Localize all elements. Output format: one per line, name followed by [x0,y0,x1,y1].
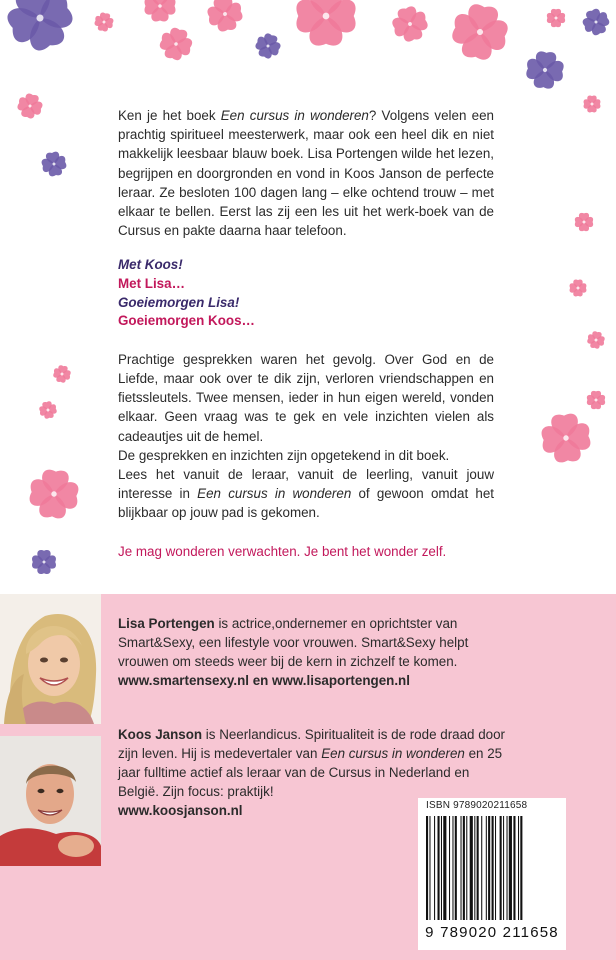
barcode-bar [470,816,473,920]
barcode-bar [486,816,487,920]
flower-shape [584,96,601,113]
body-paragraph-2: De gesprekken en inzichten zijn opgetekend in dit boek. [118,447,450,463]
barcode-bar [513,816,515,920]
barcode-bar [461,816,462,920]
flower-shape [145,0,176,21]
flower-shape [28,468,80,520]
barcode-bar [452,816,453,920]
flower-shape [205,0,244,34]
body-p3-text-1: Lees het vanuit de leraar, vanuit de leerling, vanuit jouw interesse in [118,467,494,502]
body-paragraphs [118,350,494,523]
flower-shape [586,330,606,350]
lisa-portrait-image [0,594,101,724]
flower-shape [38,400,58,420]
barcode-bar [443,816,446,920]
flower-shape [0,0,79,58]
intro-book-title: Een cursus in wonderen [220,108,369,123]
body-paragraph-3 [118,465,494,523]
barcode-bar [488,816,490,920]
lisa-bio-text: is actrice,ondernemer en oprichtster van Smart&Sexy, een lifestyle voor vrouwen. Smart&Sexy helpt vrouwen om steeds weer bij de kern in zichzelf te komen. [118,616,469,669]
barcode-bar [463,816,465,920]
flower-shape [296,0,355,46]
flower-shape [580,6,612,38]
flower-shape [570,280,587,297]
back-cover-text [118,106,494,561]
lisa-websites: www.smartensexy.nl en www.lisaportengen.nl [118,673,410,688]
flower-shape [253,31,284,62]
barcode-bar [495,816,496,920]
dialogue-line-koos-1: Met Koos! [118,257,183,273]
flower-shape [32,550,56,574]
body-p3-book-title: Een cursus in wonderen [197,486,352,502]
barcode-bar [481,816,482,920]
barcode-bar [449,816,450,920]
barcode-bar [507,816,508,920]
intro-text-2: ? Volgens velen een prachtig spiritueel meesterwerk, maar ook een heel dik en niet makkelijk leesbaar blauw boek. Lisa Portengen wilde het lezen, begrijpen en doorgronden en vond in Koos Janson de perfecte leraar. Ze besloten 100 dagen lang – elke ochtend trouw – met elkaar te bellen. Eerst las zij een les uit het werk-boek van de Cursus en pakte daarna haar telefoon. [118,108,494,239]
dialogue-block [118,256,494,330]
flower-shape [389,3,430,44]
slogan: Je mag wonderen verwachten. Je bent het wonder zelf. [118,543,447,559]
isbn-label: ISBN 9789020211658 [426,800,528,811]
barcode-bar [438,816,440,920]
barcode-bar [455,816,457,920]
body-p3-text-2: of gewoon omdat het blijkbaar op jouw pad is gekomen. [118,486,494,521]
barcode-bar [477,816,479,920]
flower-shape [540,412,592,464]
barcode-bar [434,816,435,920]
flower-shape [525,50,565,90]
barcode-bar [426,816,428,920]
barcode-bar [500,816,502,920]
dialogue-line-lisa-1: Met Lisa… [118,276,185,292]
flower-shape [40,150,68,178]
koos-portrait-image [0,736,101,866]
flower-shape [575,213,593,231]
koos-photo [0,736,101,866]
barcode-bar [429,816,430,920]
intro-paragraph [118,106,494,240]
barcode-bar [503,816,504,920]
intro-text-1: Ken je het boek [118,108,221,123]
barcode-bar [466,816,467,920]
flower-shape [93,11,114,32]
barcode-bar [474,816,475,920]
lisa-bio [118,614,510,690]
body-paragraph-1: Prachtige gesprekken waren het gevolg. Over God en de Liefde, maar ook over te dik zijn, verloren vriendschappen en fietssleutels. Twee mensen, ieder in hun eigen wereld, vonden elkaar. Geen vraag was te gek en vele inzichten vielen als cadeautjes uit de hemel. [118,351,494,444]
koos-name: Koos Janson [118,727,203,742]
lisa-photo [0,594,101,724]
barcode-bar [492,816,494,920]
barcode-image [422,816,562,924]
dialogue-line-lisa-2: Goeiemorgen Koos… [118,313,255,329]
dialogue-line-koos-2: Goeiemorgen Lisa! [118,294,240,310]
flower-shape [449,1,511,63]
isbn-barcode-box [418,798,566,950]
koos-bio-text-1: is Neerlandicus. Spiritualiteit is de rode draad door zijn leven. Hij is medevertaler van [118,727,506,761]
lisa-name: Lisa Portengen [118,616,215,631]
flower-shape [15,91,44,120]
flower-shape [547,9,565,27]
koos-website: www.koosjanson.nl [118,803,243,818]
flower-shape [52,364,72,384]
barcode-bar [518,816,519,920]
barcode-digits: 9 789020 211658 [425,924,559,941]
flower-shape [157,25,195,63]
barcode-bar [509,816,512,920]
flower-shape [587,391,605,409]
koos-bio-text-2: en 25 jaar fulltime actief als leraar van de Cursus in Nederland en België. Zijn focus: praktijk! [118,746,503,799]
koos-bio-book-title: Een cursus in wonderen [321,746,465,761]
barcode-bar [441,816,442,920]
barcode-bar [520,816,522,920]
